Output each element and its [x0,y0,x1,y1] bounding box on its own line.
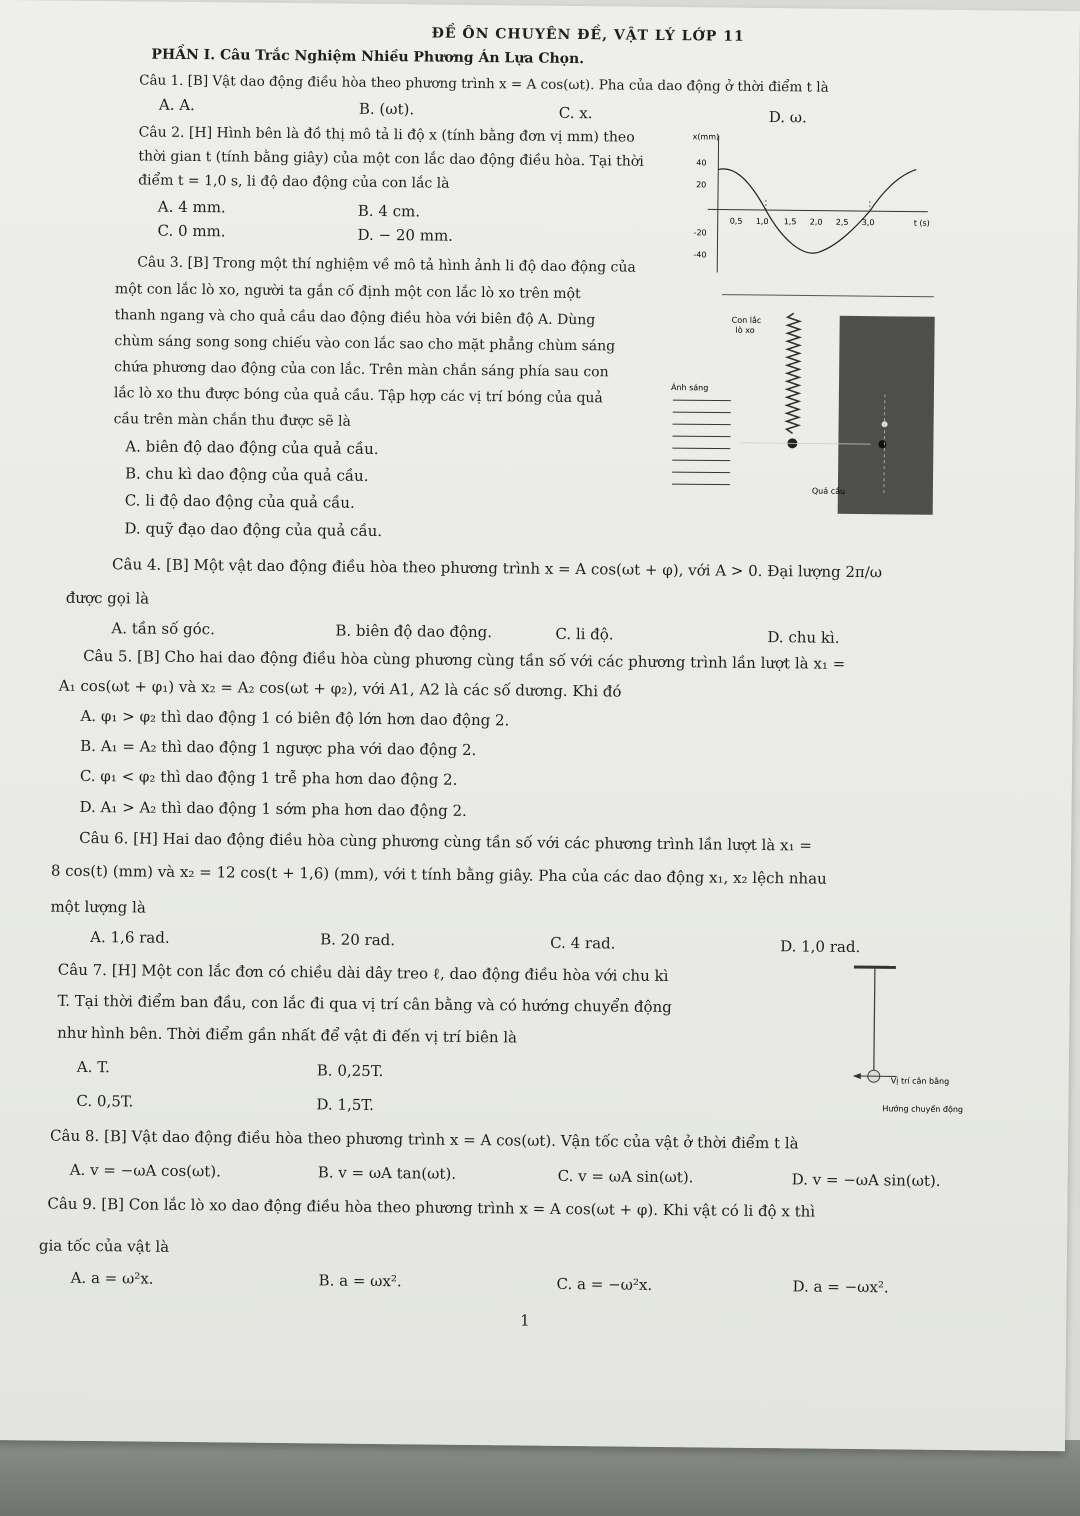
q2-option-a: A. 4 mm. [157,197,226,217]
table-surface [0,1440,1080,1516]
pendulum-figure [848,959,1010,1121]
q9-option-a: A. a = ω²x. [70,1268,154,1288]
q8-option-a: A. v = −ωA cos(ωt). [69,1160,222,1181]
graph-y-axis [717,136,718,273]
question-2-line-2: thời gian t (tính bằng giây) của một con lắc dao động điều hòa. Tại thời [138,148,644,170]
fig3-ball-label: Quả cầu [811,486,846,496]
graph-x-tick-6: 3,0 [861,218,875,228]
question-3-line-3: thanh ngang và cho quả cầu dao động điều hòa với biên độ A. Dùng [114,307,596,329]
question-3-line-6: lắc lò xo thu được bóng của quả cầu. Tập hợp các vị trí bóng của quả [113,385,603,407]
q2-option-c: C. 0 mm. [157,221,226,241]
fig7-string [874,967,875,1071]
q5-option-a: A. φ₁ > φ₂ thì dao động 1 có biên độ lớn hơn dao động 2. [80,706,510,730]
question-2-line-3: điểm t = 1,0 s, li độ dao động của con lắc là [138,172,450,192]
fig3-light-label: Ánh sáng [670,383,709,393]
displacement-time-graph [687,127,939,280]
q2-option-b: B. 4 cm. [357,201,421,221]
q2-option-d: D. − 20 mm. [357,225,454,245]
q6-option-b: B. 20 rad. [320,930,396,950]
question-6-line-2: 8 cos(t) (mm) và x₂ = 12 cos(t + 1,6) (mm), với t tính bằng giây. Pha của các dao động x₁, x₂ lệch nhau [50,861,827,888]
q7-option-a: A. T. [76,1057,110,1077]
question-3-line-1: Câu 3. [B] Trong một thí nghiệm về mô tả hình ảnh li độ dao động của [137,254,636,276]
q9-option-d: D. a = −ωx². [792,1277,889,1297]
graph-y-tick-4: -40 [693,250,707,260]
q6-option-a: A. 1,6 rad. [90,927,170,947]
graph-x-tick-5: 2,5 [835,217,849,227]
graph-x-tick-4: 2,0 [809,217,823,227]
q7-option-d: D. 1,5T. [316,1095,374,1114]
q3-option-d: D. quỹ đạo dao động của quả cầu. [124,519,383,541]
page-number: 1 [520,1311,530,1330]
graph-y-tick-3: -20 [693,228,707,238]
graph-x-axis [708,209,928,211]
fig7-dir-label: Hướng chuyển động [882,1104,964,1115]
question-3-line-7: cầu trên màn chắn thu được sẽ là [113,411,351,430]
page-title: ĐỀ ÔN CHUYÊN ĐỀ, VẬT LÝ LỚP 11 [431,25,745,45]
q8-option-d: D. v = −ωA sin(ωt). [791,1170,941,1190]
q6-option-c: C. 4 rad. [550,933,616,953]
q7-option-c: C. 0,5T. [76,1091,134,1111]
question-8-line-1: Câu 8. [B] Vật dao động điều hòa theo phương trình x = A cos(ωt). Vận tốc của vật ở thời điểm t là [50,1126,799,1153]
question-7-line-2: T. Tại thời điểm ban đầu, con lắc đi qua vị trí cân bằng và có hướng chuyển động [57,991,672,1017]
fig3-top-bar [722,295,934,297]
question-9-line-1: Câu 9. [B] Con lắc lò xo dao động điều hòa theo phương trình x = A cos(ωt + φ). Khi vật có li độ x thì [47,1194,816,1221]
q4-option-d: D. chu kì. [767,628,840,647]
q8-option-c: C. v = ωA sin(ωt). [557,1166,694,1187]
q8-option-b: B. v = ωA tan(ωt). [317,1163,457,1183]
q4-option-b: B. biên độ dao động. [335,621,493,642]
question-3-line-5: chứa phương dao động của con lắc. Trên màn chắn sáng phía sau con [114,359,609,381]
question-6-line-1: Câu 6. [H] Hai dao động điều hòa cùng phương cùng tần số với các phương trình lần lượt là x₁ = [79,828,812,855]
question-5-line-1: Câu 5. [B] Cho hai dao động điều hòa cùng phương cùng tần số với các phương trình lần lượt là x₁ = [83,646,846,673]
fig3-spring-label-2: lò xo [735,325,755,335]
q1-option-d: D. ω. [768,108,807,127]
question-5-line-2: A₁ cos(ωt + φ₁) và x₂ = A₂ cos(ωt + φ₂), với A1, A2 là các số dương. Khi đó [58,676,622,701]
question-7-line-1: Câu 7. [H] Một con lắc đơn có chiều dài dây treo ℓ, dao động điều hòa với chu kì [57,960,669,986]
graph-x-tick-3: 1,5 [783,217,797,227]
q5-option-c: C. φ₁ < φ₂ thì dao động 1 trễ pha hơn dao động 2. [79,766,458,789]
fig3-screen [838,316,935,515]
question-7-line-3: như hình bên. Thời điểm gần nhất để vật đi đến vị trí biên là [57,1023,518,1047]
q3-option-b: B. chu kì dao động của quả cầu. [124,464,369,485]
question-4-line-2: được gọi là [65,588,150,608]
q3-option-c: C. li độ dao động của quả cầu. [124,491,355,512]
graph-x-tick-1: 0,5 [729,216,743,226]
q3-option-a: A. biên độ dao động của quả cầu. [125,437,379,458]
question-1-text: Câu 1. [B] Vật dao động điều hòa theo phương trình x = A cos(ωt). Pha của dao động ở thời điểm t là [139,72,829,96]
q6-option-d: D. 1,0 rad. [780,937,861,957]
section-heading: PHẦN I. Câu Trắc Nghiệm Nhiều Phương Án Lựa Chọn. [151,46,585,68]
graph-x-tick-2: 1,0 [755,216,769,227]
question-3-line-4: chùm sáng song song chiếu vào con lắc sao cho mặt phẳng chùm sáng [114,333,616,355]
fig3-light-rays [672,400,731,485]
graph-y-label: x(mm) [692,132,720,142]
fig3-spring [787,313,800,433]
q9-option-c: C. a = −ω²x. [556,1274,653,1294]
graph-y-tick-1: 40 [696,158,707,168]
q5-option-d: D. A₁ > A₂ thì dao động 1 sớm pha hơn dao động 2. [79,797,467,820]
q9-option-b: B. a = ωx². [318,1271,402,1291]
fig7-arrow-head [853,1073,861,1079]
q1-option-c: C. x. [558,103,593,123]
q1-option-b: B. (ωt). [358,99,415,119]
q4-option-a: A. tần số góc. [111,619,215,639]
question-6-line-3: một lượng là [50,897,146,917]
graph-y-tick-2: 20 [696,180,707,190]
q5-option-b: B. A₁ = A₂ thì dao động 1 ngược pha với dao động 2. [80,736,477,760]
question-2-line-1: Câu 2. [H] Hình bên là đồ thị mô tả li độ x (tính bằng đơn vị mm) theo [138,124,635,146]
graph-x-label: t (s) [913,218,930,228]
q1-option-a: A. A. [158,95,195,115]
spring-shadow-figure [670,292,937,520]
fig7-eq-label: Vị trí cân bằng [890,1076,950,1086]
q4-option-c: C. li độ. [555,624,614,644]
q7-option-b: B. 0,25T. [316,1061,384,1081]
fig3-spring-label: Con lắc [731,315,762,325]
question-9-line-2: gia tốc của vật là [38,1236,170,1256]
question-3-line-2: một con lắc lò xo, người ta gắn cố định một con lắc lò xo trên một [114,281,581,303]
question-4-line-1: Câu 4. [B] Một vật dao động điều hòa theo phương trình x = A cos(ωt + φ), với A > 0. Đại lượng 2π/ω [112,555,883,582]
